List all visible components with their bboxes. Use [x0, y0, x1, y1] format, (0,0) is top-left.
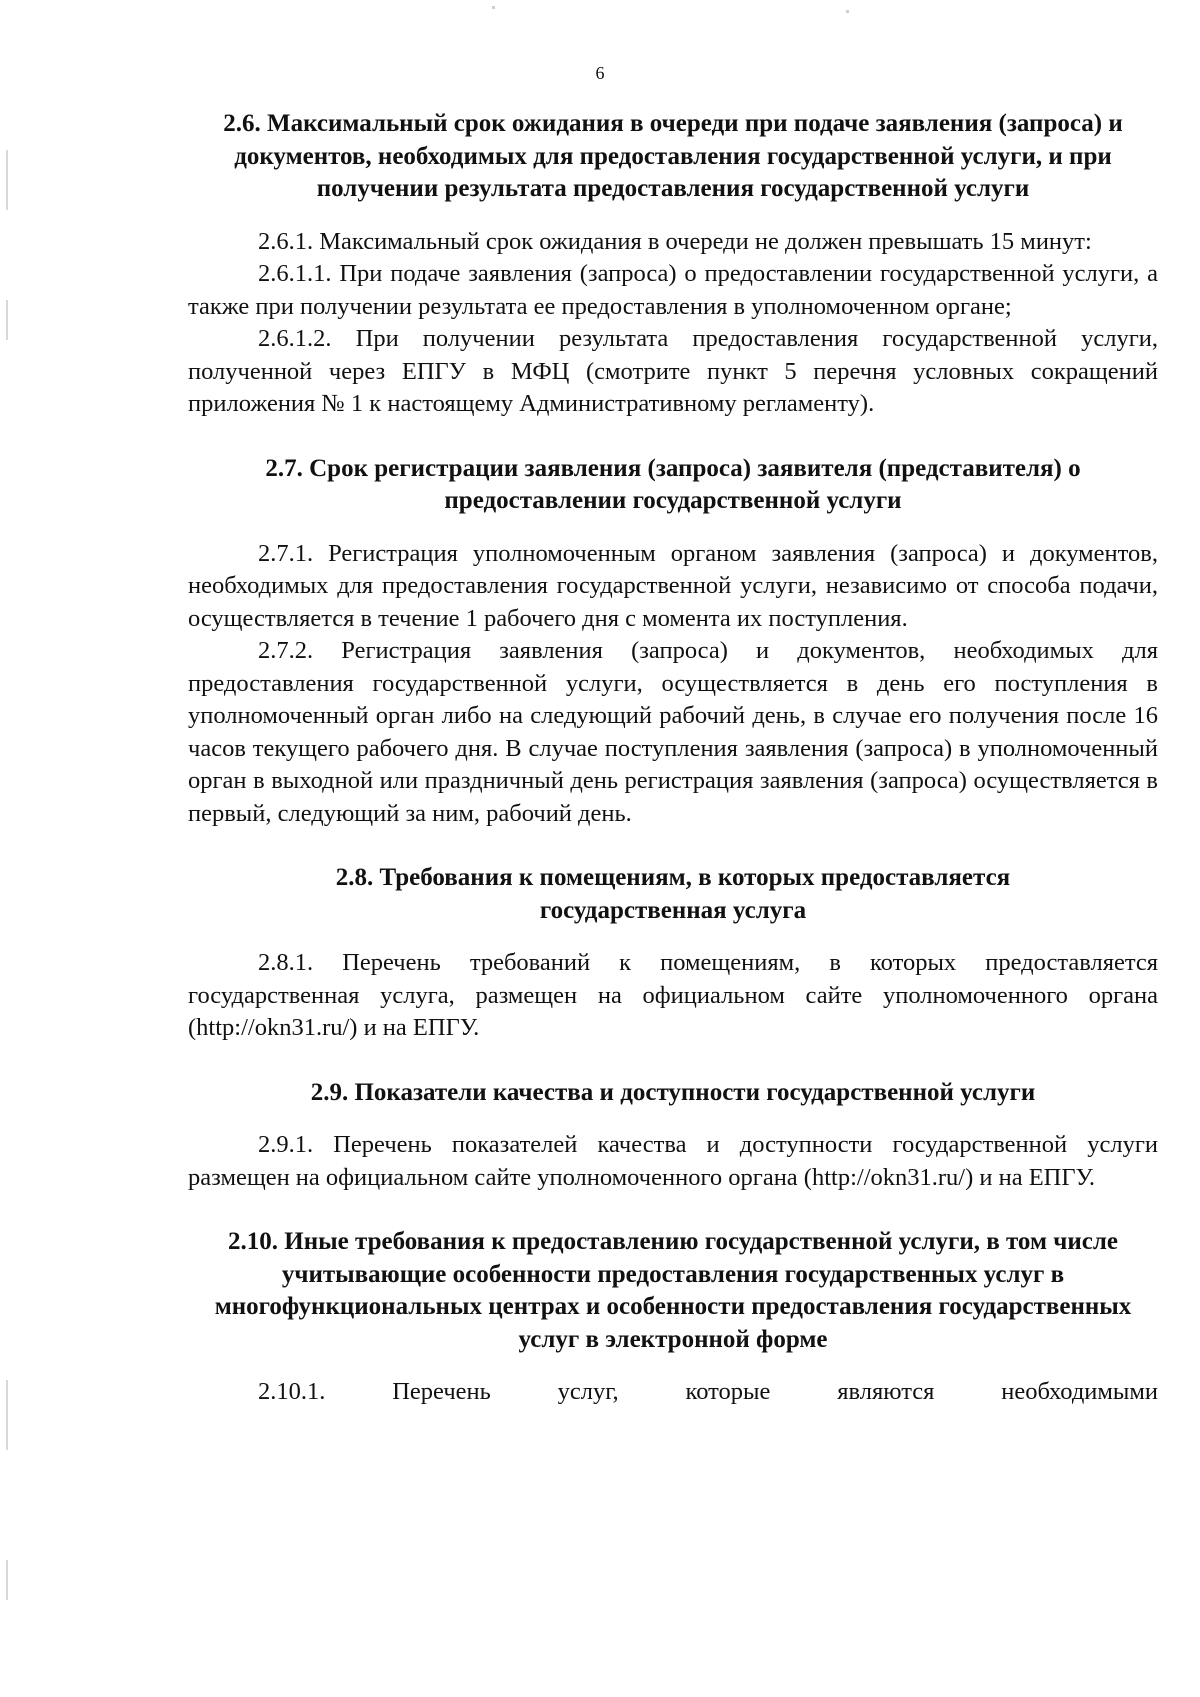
paragraph-2-6-1: 2.6.1. Максимальный срок ожидания в очереди не должен превышать 15 минут: [258, 227, 1092, 255]
scan-edge-mark [6, 150, 8, 210]
document-body [188, 108, 1158, 1409]
scan-edge-mark [6, 1560, 8, 1600]
section-heading-2-8: 2.8. Требования к помещениям, в которых предоставляется государственная услуга [335, 864, 1011, 924]
paragraph-2-7-1: 2.7.1. Регистрация уполномоченным органом заявления (запроса) и документов, необходимых для предоставления государственной услуги, независимо от способа подачи, осуществляется в течение 1 рабочего дня с момента их поступления. [188, 539, 1158, 632]
section-heading-2-7: 2.7. Срок регистрации заявления (запроса) заявителя (представителя) о предоставлении государственной услуги [265, 454, 1081, 514]
scan-speck [846, 10, 849, 13]
scan-edge-mark [6, 300, 8, 340]
section-heading-2-6: 2.6. Максимальный срок ожидания в очереди при подаче заявления (запроса) и документов, необходимых для предоставления государственной услуги, и при получении результата предоставления государственной услуги [223, 110, 1123, 202]
scan-edge-mark [6, 1380, 8, 1450]
page-number: 6 [595, 63, 605, 83]
paragraph-2-7-2: 2.7.2. Регистрация заявления (запроса) и документов, необходимых для предоставления государственной услуги, осуществляется в день его поступления в уполномоченный орган либо на следующий рабочий день, в случае его получения после 16 часов текущего рабочего дня. В случае поступления заявления (запроса) в уполномоченный орган в выходной или праздничный день регистрация заявления (запроса) осуществляется в первый, следующий за ним, рабочий день. [188, 637, 1158, 827]
section-heading-2-9: 2.9. Показатели качества и доступности государственной услуги [310, 1078, 1036, 1106]
paragraph-2-6-1-2: 2.6.1.2. При получении результата предоставления государственной услуги, полученной через ЕПГУ в МФЦ (смотрите пункт 5 перечня условных сокращений приложения № 1 к настоящему Административному регламенту). [188, 325, 1158, 417]
section-heading-2-10: 2.10. Иные требования к предоставлению государственной услуги, в том числе учитывающие особенности предоставления государственных услуг в многофункциональных центрах и особенности предоставления государственных услуг в электронной форме [214, 1228, 1132, 1353]
scan-speck [492, 6, 495, 9]
paragraph-2-10-1: 2.10.1. Перечень услуг, которые являются необходимыми [258, 1378, 1158, 1405]
paragraph-2-8-1: 2.8.1. Перечень требований к помещениям, в которых предоставляется государственная услуга, размещен на официальном сайте уполномоченного органа (http://okn31.ru/) и на ЕПГУ. [188, 949, 1158, 1041]
paragraph-2-9-1: 2.9.1. Перечень показателей качества и доступности государственной услуги размещен на официальном сайте уполномоченного органа (http://okn31.ru/) и на ЕПГУ. [188, 1131, 1158, 1191]
paragraph-2-6-1-1: 2.6.1.1. При подаче заявления (запроса) о предоставлении государственной услуги, а также при получении результата ее предоставления в уполномоченном органе; [188, 260, 1158, 320]
